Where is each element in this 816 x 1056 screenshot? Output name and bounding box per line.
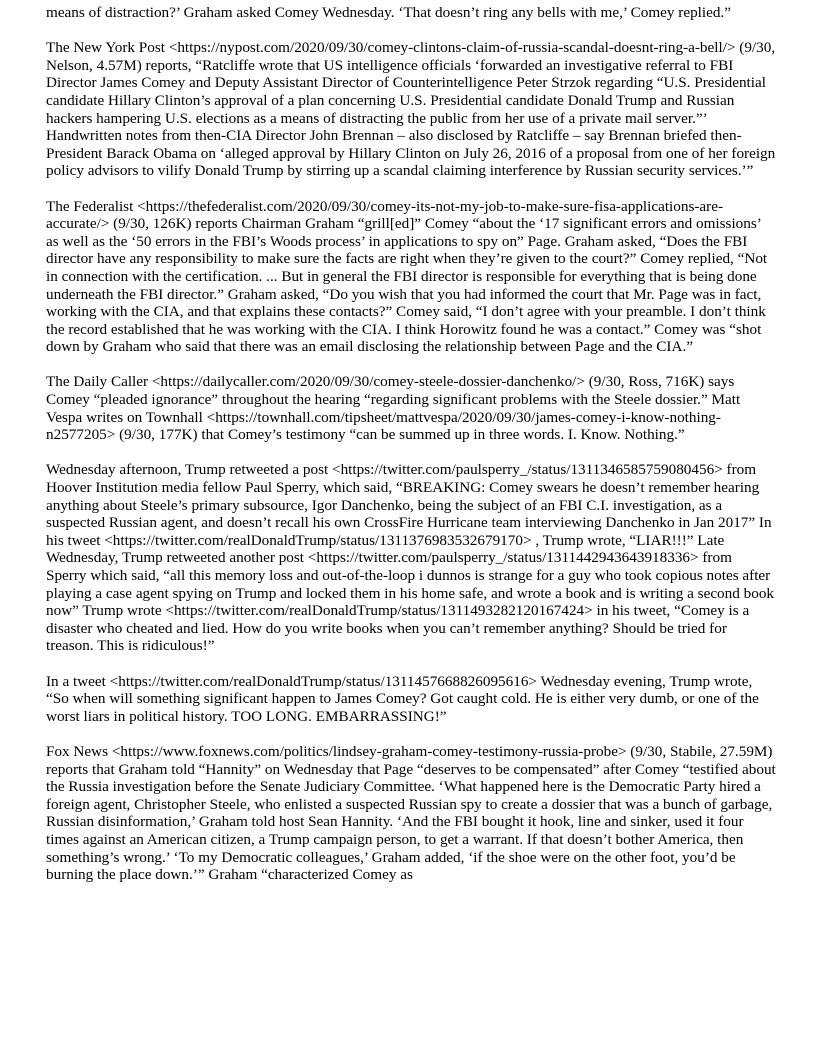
paragraph-the-federalist: The Federalist <https://thefederalist.com/2020/09/30/comey-its-not-my-job-to-make-sure-fisa-applications-are-accurate/> (9/30, 126K) reports Chairman Graham “grill[ed]” Comey “about the ‘17 significant errors and omissions’ as well as the ‘50 errors in the FBI’s Woods process’ in applications to spy on” Page. Graham asked, “Does the FBI director have any responsibility to make sure the facts are right when they’re given to the court?” Comey replied, “Not in connection with the certification. ... But in general the FBI director is responsible for everything that is being done underneath the FBI director.” Graham asked, “Do you wish that you had informed the court that Mr. Page was in fact, working with the CIA, and that explains these contacts?” Comey said, “I don’t agree with your preamble. I don’t think the record established that he was working with the CIA. I think Horowitz found he was a contact.” Comey was “shot down by Graham who said that there was an email disclosing the relationship between Page and the CIA.” [46, 197, 768, 356]
paragraph-new-york-post: The New York Post <https://nypost.com/2020/09/30/comey-clintons-claim-of-russia-scandal-doesnt-ring-a-bell/> (9/30, Nelson, 4.57M) reports, “Ratcliffe wrote that US intelligence officials ‘forwarded an investigative referral to FBI Director James Comey and Deputy Assistant Director of Counterintelligence Peter Strzok regarding “U.S. Presidential candidate Hillary Clinton’s approval of a plan concerning U.S. Presidential candidate Donald Trump and Russian hackers hampering U.S. elections as a means of distracting the public from her use of a private mail server.”’ Handwritten notes from then-CIA Director John Brennan – also disclosed by Ratcliffe – say Brennan briefed then-President Barack Obama on ‘alleged approval by Hillary Clinton on July 26, 2016 of a proposal from one of her foreign policy advisors to vilify Donald Trump by stirring up a scandal claiming interference by Russian security services.’” [46, 39, 776, 180]
paragraph-daily-caller: The Daily Caller <https://dailycaller.com/2020/09/30/comey-steele-dossier-danchenko/> (9/30, Ross, 716K) says Comey “pleaded ignorance” throughout the hearing “regarding significant problems with the Steele dossier.” Matt Vespa writes on Townhall <https://townhall.com/tipsheet/mattvespa/2020/09/30/james-comey-i-know-nothing-n2577205> (9/30, 177K) that Comey’s testimony “can be summed up in three words. I. Know. Nothing.” [46, 373, 741, 444]
paragraph-trump-tweet-evening: In a tweet <https://twitter.com/realDonaldTrump/status/1311457668826095616> Wednesday evening, Trump wrote, “So when will something significant happen to James Comey? Got caught cold. He is either very dumb, or one of the worst liars in political history. TOO LONG. EMBARRASSING!” [46, 672, 759, 725]
paragraph-graham-comey-exchange: means of distraction?’ Graham asked Comey Wednesday. ‘That doesn’t ring any bells with me,’ Comey replied.” [46, 4, 731, 21]
document-page [46, 4, 776, 901]
paragraph-fox-news: Fox News <https://www.foxnews.com/politics/lindsey-graham-comey-testimony-russia-probe> (9/30, Stabile, 27.59M) reports that Graham told “Hannity” on Wednesday that Page “deserves to be compensated” after Comey “testified about the Russia investigation before the Senate Judiciary Committee. ‘What happened here is the Democratic Party hired a foreign agent, Christopher Steele, who enlisted a suspected Russian spy to create a dossier that was a bunch of garbage, Russian disinformation,’ Graham told host Sean Hannity. ‘And the FBI bought it hook, line and sinker, used it four times against an American citizen, a Trump campaign person, to get a warrant. If that doesn’t bother America, then something’s wrong.’ ‘To my Democratic colleagues,’ Graham added, ‘if the shoe were on the other foot, you’d be burning the place down.’” Graham “characterized Comey as [46, 742, 776, 884]
paragraph-trump-retweets: Wednesday afternoon, Trump retweeted a post <https://twitter.com/paulsperry_/status/1311346585759080456> from Hoover Institution media fellow Paul Sperry, which said, “BREAKING: Comey swears he doesn’t remember hearing anything about Steele’s primary subsource, Igor Danchenko, being the subject of an FBI C.I. investigation, as a suspected Russian agent, and doesn’t recall his own CrossFire Hurricane team interviewing Danchenko in Jan 2017” In his tweet <https://twitter.com/realDonaldTrump/status/1311376983532679170> , Trump wrote, “LIAR!!!” Late Wednesday, Trump retweeted another post <https://twitter.com/paulsperry_/status/1311442943643918336> from Sperry which said, “all this memory loss and out-of-the-loop i dunnos is strange for a guy who took copious notes after playing a case agent spying on Trump and locked them in his home safe, and wrote a book and is writing a second book now” Trump wrote <https://twitter.com/realDonaldTrump/status/1311493282120167424> in his tweet, “Comey is a disaster who cheated and lied. How do you write books when you can’t remember anything? Should be tried for treason. This is ridiculous!” [46, 461, 775, 655]
